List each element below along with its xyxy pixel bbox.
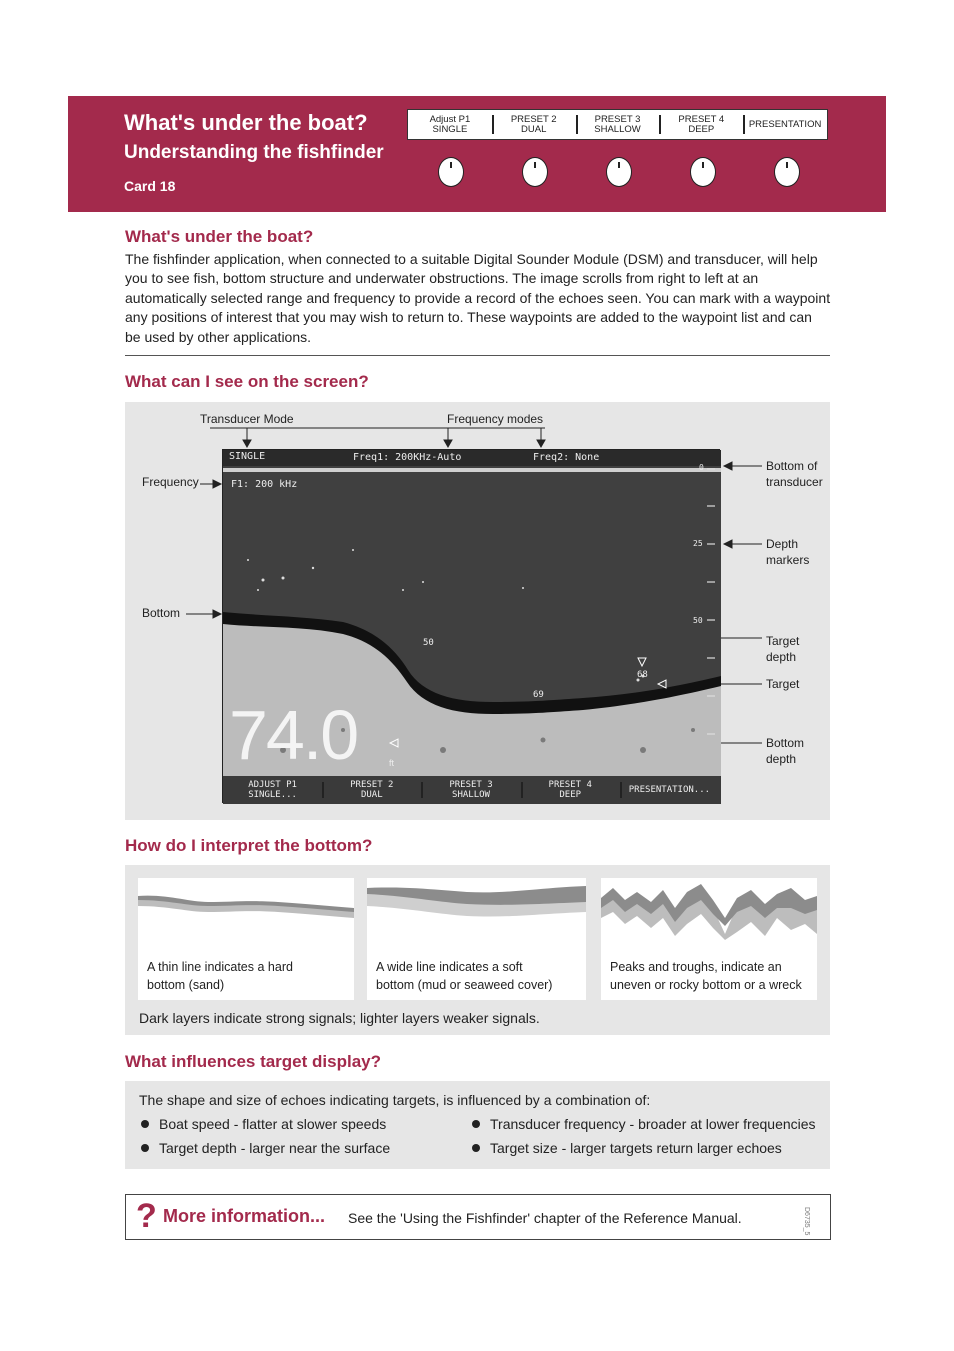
softkey-label: PRESET 4: [678, 113, 725, 125]
label-frequency-modes: Frequency modes: [447, 412, 544, 426]
bullet-item: [472, 1140, 782, 1156]
label-line: Bottom: [766, 736, 805, 750]
softkey-label: PRESET 4: [548, 780, 592, 790]
target-depth-50: 50: [423, 638, 434, 648]
label-line: markers: [766, 553, 810, 567]
softkey-label: PRESENTATION...: [628, 785, 711, 795]
softkey-value: DEEP: [688, 123, 715, 135]
bullet-text: Transducer frequency - broader at lower frequencies: [490, 1116, 816, 1132]
screen-softkey-presentation[interactable]: [620, 777, 719, 803]
card-caption: [610, 958, 802, 994]
label-frequency: Frequency: [142, 475, 199, 489]
question-mark-icon: ?: [136, 1197, 157, 1235]
bullet-text: Target size - larger targets return larger echoes: [490, 1140, 782, 1156]
label-line: Bottom of: [766, 459, 818, 473]
more-information-box: [125, 1194, 831, 1240]
card-number: Card 18: [124, 178, 176, 194]
softkey-value: SINGLE...: [248, 790, 297, 800]
soft-bottom-icon: [367, 878, 586, 938]
depth-unit: ft: [389, 758, 395, 768]
softkey-label: PRESET 2: [350, 780, 394, 790]
card-caption: [147, 958, 293, 994]
bottom-card-rocky: [601, 878, 817, 1000]
label-transducer-mode: Transducer Mode: [200, 412, 294, 426]
section-heading-target-display: What influences target display?: [125, 1052, 381, 1071]
bullet-item: [472, 1116, 816, 1132]
softkey-label: PRESET 3: [449, 780, 493, 790]
section-heading-under-boat: What's under the boat?: [125, 227, 314, 246]
screen-softkey-adjust-p1[interactable]: [223, 777, 322, 803]
bottom-depth-readout: 74.0: [229, 696, 358, 774]
softkey-value: SHALLOW: [452, 790, 490, 800]
label-line: depth: [766, 650, 797, 664]
softkey-label: Adjust P1: [429, 113, 471, 125]
label-target: Target: [766, 677, 800, 691]
softkey-value: SINGLE: [432, 123, 468, 135]
bottom-card-soft: [367, 878, 586, 1000]
label-bottom: Bottom: [142, 606, 181, 620]
bullet-item: [141, 1116, 386, 1132]
intro-paragraph: The fishfinder application, when connected to a suitable Digital Sounder Module (DSM) and transducer, will help you to see fish, bottom structure and underwater obstructions. The image scrolls from right to left at an automatically selected range and frequency to provide a record of the echoes seen. You can mark with a waypoint any positions of interest that you may wish to return to. These waypoints are added to the waypoint list and can be used by other applications.: [125, 251, 831, 345]
card-caption: [376, 958, 552, 994]
scale-25: 25: [693, 539, 703, 548]
screen-softkey-preset-4[interactable]: [521, 777, 620, 803]
softkey-value: DUAL: [360, 790, 383, 800]
bullet-dot: [472, 1120, 480, 1128]
screen-softkey-bar: [223, 777, 719, 803]
label-line: depth: [766, 752, 797, 766]
softkey-value: DEEP: [559, 790, 582, 800]
screen-freq1: Freq1: 200KHz-Auto: [353, 452, 462, 463]
bullet-item: [141, 1140, 390, 1156]
caption-line: bottom (mud or seaweed cover): [376, 978, 553, 992]
softkey-label: PRESENTATION: [748, 118, 822, 130]
scale-0: 0: [699, 463, 704, 472]
screen-softkey-preset-2[interactable]: [322, 777, 421, 803]
screen-f1: F1: 200 kHz: [231, 479, 298, 490]
more-info-heading: More information...: [163, 1206, 325, 1226]
caption-line: A thin line indicates a hard: [147, 960, 293, 974]
document-code: D6735_5: [803, 1207, 810, 1236]
bullet-dot: [141, 1120, 149, 1128]
caption-line: bottom (sand): [147, 978, 225, 992]
caption-line: Peaks and troughs, indicate an: [610, 960, 782, 974]
page-title: What's under the boat?: [124, 110, 368, 135]
softkey-label: PRESET 3: [594, 113, 641, 125]
target-depth-68: 68: [637, 670, 648, 680]
section-heading-screen: What can I see on the screen?: [125, 372, 369, 391]
caption-line: A wide line indicates a soft: [376, 960, 523, 974]
hard-bottom-icon: [138, 878, 354, 938]
target-intro: The shape and size of echoes indicating targets, is influenced by a combination of:: [139, 1092, 651, 1108]
softkey-value: DUAL: [521, 123, 547, 135]
caption-line: uneven or rocky bottom or a wreck: [610, 978, 802, 992]
screen-mode: SINGLE: [229, 451, 266, 462]
signal-note: Dark layers indicate strong signals; lighter layers weaker signals.: [139, 1010, 540, 1026]
more-info-text: See the 'Using the Fishfinder' chapter of the Reference Manual.: [348, 1210, 742, 1226]
label-line: Depth: [766, 537, 799, 551]
page-subtitle: Understanding the fishfinder: [124, 142, 384, 163]
bullet-dot: [141, 1144, 149, 1152]
bullet-text: Boat speed - flatter at slower speeds: [159, 1116, 387, 1132]
scale-50: 50: [693, 616, 703, 625]
label-line: transducer: [766, 475, 823, 489]
softkey-label: ADJUST P1: [248, 780, 297, 790]
screen-freq2: Freq2: None: [533, 452, 600, 463]
screen-softkey-preset-3[interactable]: [421, 777, 520, 803]
target-depth-69: 69: [533, 690, 544, 700]
rocky-bottom-icon: [601, 878, 817, 948]
section-heading-bottom: How do I interpret the bottom?: [125, 836, 373, 855]
label-line: Target: [766, 634, 800, 648]
bullet-text: Target depth - larger near the surface: [159, 1140, 391, 1156]
softkey-label: PRESET 2: [510, 113, 557, 125]
softkey-value: SHALLOW: [594, 123, 641, 135]
fishfinder-screen: [222, 449, 720, 803]
bottom-card-hard: [138, 878, 354, 1000]
bullet-dot: [472, 1144, 480, 1152]
